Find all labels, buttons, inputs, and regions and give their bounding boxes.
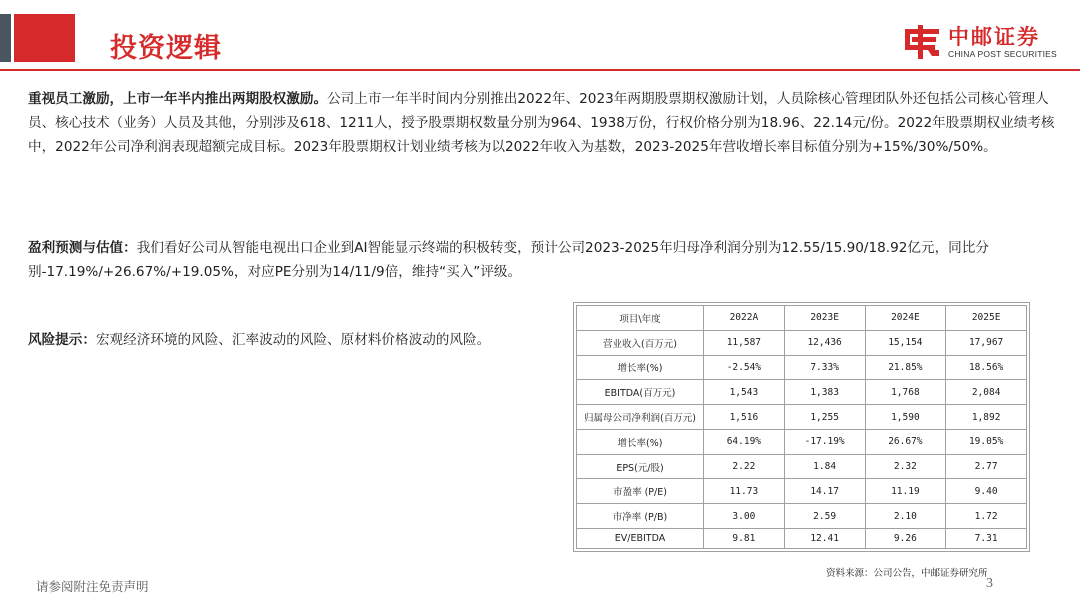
company-logo: [902, 21, 1072, 65]
table-row: [577, 405, 1027, 430]
value-cell: 21.85%: [865, 355, 946, 380]
value-cell: 2022A: [704, 306, 785, 331]
table-row: [577, 330, 1027, 355]
value-cell: 1.84: [784, 454, 865, 479]
paragraph-employee-incentive: [28, 87, 1058, 159]
value-cell: 2,084: [946, 380, 1027, 405]
value-cell: 1,516: [704, 405, 785, 430]
value-cell: 2.10: [865, 504, 946, 529]
financial-forecast-table: [573, 302, 1030, 552]
china-post-logo-icon: [902, 23, 942, 61]
header-accent-bar-gray: [0, 14, 11, 62]
row-label-cell: 归属母公司净利润(百万元): [577, 405, 704, 430]
value-cell: 12,436: [784, 330, 865, 355]
value-cell: -17.19%: [784, 429, 865, 454]
row-label-cell: 市净率 (P/B): [577, 504, 704, 529]
value-cell: 19.05%: [946, 429, 1027, 454]
value-cell: 2.59: [784, 504, 865, 529]
row-label-cell: 营业收入(百万元): [577, 330, 704, 355]
value-cell: 1,383: [784, 380, 865, 405]
paragraph-risk-warning: [28, 328, 568, 352]
logo-chinese-text: 中邮证券: [948, 25, 1040, 49]
value-cell: 11.19: [865, 479, 946, 504]
value-cell: 15,154: [865, 330, 946, 355]
value-cell: 7.33%: [784, 355, 865, 380]
page-number: 3: [986, 576, 993, 591]
source-note: 资料来源：公司公告，中邮证券研究所: [826, 568, 988, 579]
value-cell: 11.73: [704, 479, 785, 504]
logo-english-text: CHINA POST SECURITIES: [948, 49, 1057, 59]
table-row: [577, 380, 1027, 405]
value-cell: 1,892: [946, 405, 1027, 430]
value-cell: 9.26: [865, 529, 946, 549]
row-label-cell: 市盈率 (P/E): [577, 479, 704, 504]
paragraph-body: 公司上市一年半时间内分别推出2022年、2023年两期股票期权激励计划，人员除核心管理团队外还包括公司核心管理人员、核心技术（业务）人员及其他，分别涉及618、1211人，授予股票期权数量分别为964、1938万份，行权价格分别为18.96、22.14元/份。2022年股票期权业绩考核中，2022年公司净利润表现超额完成目标。2023年股票期权计划业绩考核为以2022年收入为基数，2023-2025年营收增长率目标值分别为+15%/30%/50%。: [28, 91, 1055, 155]
table-row: [577, 504, 1027, 529]
table-header-row: [577, 306, 1027, 331]
value-cell: 18.56%: [946, 355, 1027, 380]
page-title: 投资逻辑: [110, 33, 222, 64]
row-label-cell: 项目\年度: [577, 306, 704, 331]
value-cell: -2.54%: [704, 355, 785, 380]
value-cell: 1,255: [784, 405, 865, 430]
value-cell: 9.81: [704, 529, 785, 549]
value-cell: 1,768: [865, 380, 946, 405]
value-cell: 2.22: [704, 454, 785, 479]
table-row: [577, 454, 1027, 479]
value-cell: 11,587: [704, 330, 785, 355]
value-cell: 1,590: [865, 405, 946, 430]
value-cell: 2025E: [946, 306, 1027, 331]
value-cell: 2.77: [946, 454, 1027, 479]
table-row: [577, 429, 1027, 454]
paragraph-body: 宏观经济环境的风险、汇率波动的风险、原材料价格波动的风险。: [95, 332, 491, 348]
paragraph-heading: 风险提示：: [28, 332, 96, 348]
row-label-cell: EPS(元/股): [577, 454, 704, 479]
paragraph-forecast-valuation: [28, 236, 1058, 284]
row-label-cell: EBITDA(百万元): [577, 380, 704, 405]
value-cell: 2.32: [865, 454, 946, 479]
table-row: [577, 355, 1027, 380]
footer-disclaimer: 请参阅附注免责声明: [36, 579, 149, 594]
value-cell: 17,967: [946, 330, 1027, 355]
table-row: [577, 479, 1027, 504]
value-cell: 64.19%: [704, 429, 785, 454]
row-label-cell: EV/EBITDA: [577, 529, 704, 549]
value-cell: 9.40: [946, 479, 1027, 504]
paragraph-body: 我们看好公司从智能电视出口企业到AI智能显示终端的积极转变，预计公司2023-2025年归母净利润分别为12.55/15.90/18.92亿元，同比分别-17.19%/+26.67%/+19.05%，对应PE分别为14/11/9倍，维持“买入”评级。: [28, 240, 989, 280]
paragraph-heading: 盈利预测与估值：: [28, 240, 137, 256]
value-cell: 1.72: [946, 504, 1027, 529]
row-label-cell: 增长率(%): [577, 429, 704, 454]
value-cell: 2023E: [784, 306, 865, 331]
value-cell: 7.31: [946, 529, 1027, 549]
paragraph-heading: 重视员工激励，上市一年半内推出两期股权激励。: [28, 91, 328, 107]
row-label-cell: 增长率(%): [577, 355, 704, 380]
header-divider: [0, 69, 1080, 71]
value-cell: 12.41: [784, 529, 865, 549]
value-cell: 14.17: [784, 479, 865, 504]
header-accent-bar-red: [14, 14, 75, 62]
value-cell: 3.00: [704, 504, 785, 529]
value-cell: 2024E: [865, 306, 946, 331]
value-cell: 1,543: [704, 380, 785, 405]
table-row: [577, 529, 1027, 549]
value-cell: 26.67%: [865, 429, 946, 454]
